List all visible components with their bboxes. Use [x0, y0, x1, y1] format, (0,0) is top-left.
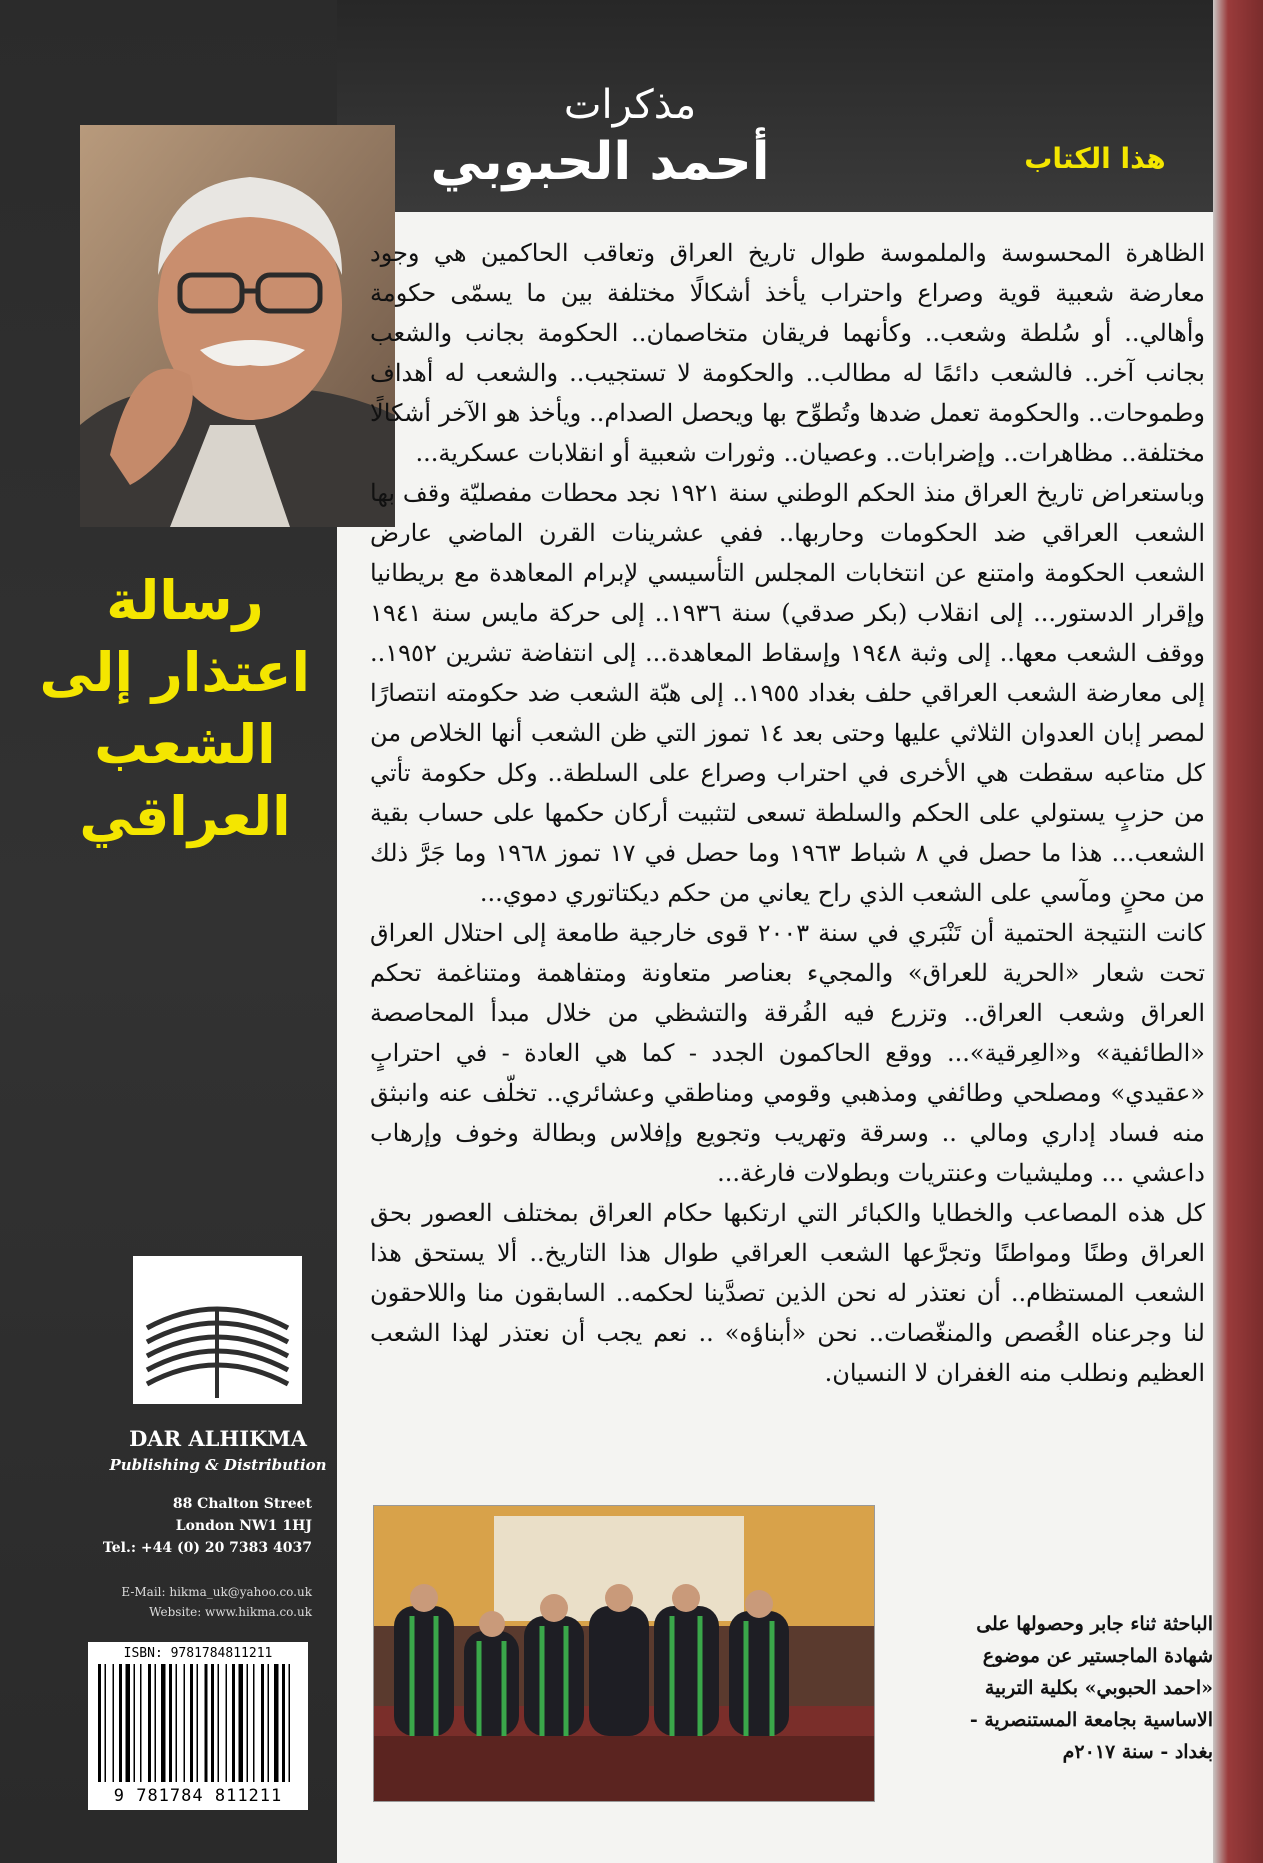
barcode-bar [282, 1664, 285, 1782]
blurb-paragraph: الظاهرة المحسوسة والملموسة طوال تاريخ العراق وتعاقب الحاكمين هي وجود معارضة شعبية قوية وصراع واحتراب يأخذ أشكالًا مختلفة بين ما يسمّى حكومة وأهالي.. أو سُلطة وشعب.. وكأنهما فريقان متخاصمان.. الحكومة بجانب والشعب بجانب آخر.. فالشعب دائمًا له مطالب.. والحكومة لا تستجيب.. والشعب له أهداف وطموحات.. والحكومة تعمل ضدها وتُطوِّح بها ويحصل الصدام.. ويأخذ هو الآخر أشكالًا مختلفة.. مظاهرات.. وإضرابات.. وعصيان.. وثورات شعبية أو انقلابات عسكرية... [370, 239, 1205, 467]
barcode-bar [140, 1664, 142, 1782]
this-book-label: هذا الكتاب [1024, 142, 1166, 175]
publisher-address [100, 1493, 312, 1559]
book-subtitle: مذكرات [563, 82, 697, 128]
barcode-bars [96, 1664, 300, 1786]
author-portrait [80, 125, 395, 527]
barcode-bar [197, 1664, 199, 1782]
barcode-bar [274, 1664, 279, 1782]
portrait-illustration [80, 125, 395, 527]
isbn-number: 9 781784 811211 [113, 1786, 283, 1806]
apology-title-line: رسالة [106, 569, 264, 632]
barcode-bar [98, 1664, 101, 1782]
publisher-email: E-Mail: hikma_uk@yahoo.co.uk [121, 1585, 312, 1599]
barcode-bar [239, 1664, 244, 1782]
barcode-bar [155, 1664, 157, 1782]
barcode-bar [190, 1664, 193, 1782]
apology-title [39, 565, 310, 853]
barcode-bar [148, 1664, 151, 1782]
barcode-bar [289, 1664, 291, 1782]
publisher-subtitle: Publishing & Distribution [109, 1456, 327, 1474]
caption-line: الباحثة ثناء جابر وحصولها على [976, 1613, 1213, 1635]
apology-title-line: العراقي [79, 785, 291, 848]
blurb-text [370, 233, 1205, 1393]
barcode-bar [105, 1664, 107, 1782]
barcode-bar [261, 1664, 264, 1782]
author-name: أحمد الحبوبي [430, 132, 770, 192]
spine-edge [1213, 0, 1263, 1863]
barcode-bar [211, 1664, 214, 1782]
barcode-bar [161, 1664, 166, 1782]
barcode-bar [226, 1664, 228, 1782]
barcode-bar [205, 1664, 208, 1782]
blurb-paragraph: كل هذه المصاعب والخطايا والكبائر التي ارتكبها حكام العراق بمختلف العصور بحق العراق وطنًا ومواطنًا وتجرَّعها الشعب العراقي طوال هذا التاريخ.. ألا يستحق هذا الشعب المستظام.. أن نعتذر له نحن الذين تصدَّينا لحكمه.. السابقون منا واللاحقون لنا وجرعناه الغُصص والمنغّصات.. نحن «أبناؤه» .. نعم يجب أن نعتذر لهذا الشعب العظيم ونطلب منه الغفران لا النسيان. [370, 1199, 1205, 1387]
barcode-bar [134, 1664, 136, 1782]
barcode-bar [218, 1664, 220, 1782]
barcode-bar [232, 1664, 235, 1782]
caption-line: «احمد الحبوبي» بكلية التربية [984, 1677, 1213, 1699]
publisher-contact [100, 1582, 312, 1622]
isbn-label: ISBN: 9781784811211 [123, 1646, 273, 1661]
apology-title-line: الشعب [94, 713, 276, 776]
photo-caption [895, 1608, 1213, 1768]
open-book-logo-icon [125, 1250, 310, 1410]
barcode-bar [184, 1664, 186, 1782]
barcode-bar [176, 1664, 178, 1782]
caption-line: الاساسية بجامعة المستنصرية - [969, 1709, 1213, 1731]
blurb-paragraph: وباستعراض تاريخ العراق منذ الحكم الوطني سنة ١٩٢١ نجد محطات مفصليّة وقف بها الشعب العراقي ضد الحكومات وحاربها.. ففي عشرينات القرن الماضي عارض الشعب الحكومة وامتنع عن انتخابات المجلس التأسيسي لإبرام المعاهدة مع بريطانيا وإقرار الدستور... إلى انقلاب (بكر صدقي) سنة ١٩٣٦.. إلى حركة مايس سنة ١٩٤١ ووقف الشعب معها.. إلى وثبة ١٩٤٨ وإسقاط المعاهدة... إلى انتفاضة تشرين ١٩٥٢.. إلى معارضة الشعب العراقي حلف بغداد ١٩٥٥.. إلى هبّة الشعب ضد حكومته انتصارًا لمصر إبان العدوان الثلاثي عليها وحتى بعد ١٤ تموز التي ظن الشعب أنها الخلاص من كل متاعبه سقطت هي الأخرى في احتراب وصراع على السلطة.. وكل حكومة تأتي من حزبٍ يستولي على الحكم والسلطة تسعى لتثبيت أركان حكمها على حساب بقية الشعب... هذا ما حصل في ٨ شباط ١٩٦٣ وما حصل في ١٧ تموز ١٩٦٨ وما جَرَّ ذلك من محنٍ ومآسي على الشعب الذي راح يعاني من حكم ديكتاتوري دموي... [370, 479, 1206, 907]
address-line: London NW1 1HJ [175, 1518, 312, 1534]
blurb-paragraph: كانت النتيجة الحتمية أن تَنْبَري في سنة ٢٠٠٣ قوى خارجية طامعة إلى احتلال العراق تحت شعار «الحرية للعراق» والمجيء بعناصر متعاونة ومتفاهمة ومتناغمة تحكم العراق وشعب العراق.. وتزرع فيه الفُرقة والتشظي من خلال مبدأ المحاصصة «الطائفية» و«العِرقية»... ووقع الحاكمون الجدد - كما هي العادة - في احترابٍ «عقيدي» ومصلحي وطائفي ومذهبي وقومي ومناطقي وعشائري.. تخلّف عنه وانبثق منه فساد إداري ومالي .. وسرقة وتهريب وتجويع وإفلاس وبطالة وخوف وإرهاب داعشي ... ومليشيات وعنتريات وبطولات فارغة... [370, 919, 1206, 1187]
isbn-barcode [88, 1642, 308, 1810]
barcode-bar [169, 1664, 172, 1782]
photo-illustration [374, 1506, 874, 1801]
address-line: Tel.: +44 (0) 20 7383 4037 [102, 1540, 312, 1556]
graduation-photo [373, 1505, 875, 1802]
barcode-bar [119, 1664, 122, 1782]
barcode-bar [247, 1664, 249, 1782]
publisher-name: DAR ALHIKMA [129, 1426, 307, 1451]
address-line: 88 Chalton Street [172, 1496, 312, 1512]
barcode-bar [253, 1664, 255, 1782]
barcode-bar [126, 1664, 131, 1782]
publisher-website: Website: www.hikma.co.uk [149, 1605, 312, 1619]
barcode-bar [268, 1664, 270, 1782]
caption-line: بغداد - سنة ٢٠١٧م [1062, 1741, 1213, 1763]
caption-line: شهادة الماجستير عن موضوع [982, 1645, 1213, 1667]
barcode-bar [113, 1664, 115, 1782]
apology-title-line: اعتذار إلى [39, 641, 310, 704]
